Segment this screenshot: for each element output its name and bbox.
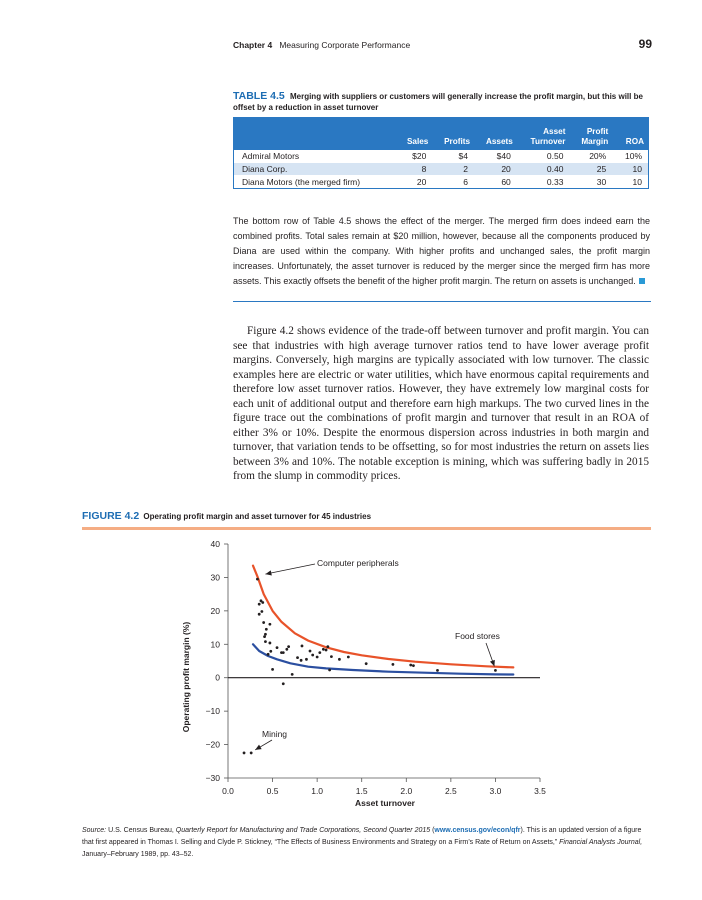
- data-point: [296, 656, 299, 659]
- data-point: [330, 655, 333, 658]
- data-point: [328, 669, 331, 672]
- chapter-title: Measuring Corporate Performance: [279, 40, 411, 50]
- data-point: [409, 664, 412, 667]
- table-cell: 2: [432, 163, 474, 176]
- x-tick-label: 3.0: [489, 786, 502, 796]
- table-column-header: Assets: [474, 117, 517, 150]
- table-cell: 30: [569, 175, 612, 188]
- table-column-header: Sales: [396, 117, 432, 150]
- table-cell: 10%: [624, 151, 642, 162]
- data-point: [412, 664, 415, 667]
- annotation-mining: Mining: [262, 729, 288, 739]
- data-point: [494, 669, 497, 672]
- annotation-computer-peripherals: Computer peripherals: [317, 558, 399, 568]
- table-cell: Diana Corp.: [234, 163, 397, 176]
- table-caption: [233, 91, 653, 113]
- data-point: [309, 650, 312, 653]
- table-caption-text: Merging with suppliers or customers will generally increase the profit margin, but this will be offset by a reduction in asset turnover: [233, 92, 643, 112]
- annotation-food-stores: Food stores: [455, 631, 500, 641]
- y-tick-label: 0: [215, 672, 220, 683]
- x-tick-label: 2.5: [444, 786, 457, 796]
- data-point: [243, 752, 246, 755]
- table-column-header: Profit Margin: [569, 117, 612, 150]
- data-point: [300, 659, 303, 662]
- data-point: [264, 640, 267, 643]
- box-paragraph: [233, 214, 650, 289]
- figure-caption: [82, 510, 371, 522]
- table-column-header: Asset Turnover: [517, 117, 570, 150]
- data-point: [305, 658, 308, 661]
- mining-point: [250, 752, 253, 755]
- x-tick-label: 1.0: [311, 786, 324, 796]
- data-point: [285, 648, 288, 651]
- data-point: [311, 654, 314, 657]
- data-point: [282, 682, 285, 685]
- source-note: Source: U.S. Census Bureau, Quarterly Report for Manufacturing and Trade Corporations, Second Quarter 2015 (www.census.gov/econ/qfr). This is an updated version of a figure that first appeared in Thomas I. Selling and Clyde P. Stickney, “The Effects of Business Environments and Strategy on a Firm’s Rate of Return on Assets,” Financial Analysts Journal, January–February 1989, pp. 43–52.: [82, 827, 643, 858]
- end-square-icon: [639, 278, 645, 284]
- y-tick-label: −30: [205, 773, 220, 783]
- data-point: [291, 673, 294, 676]
- table-cell: 10: [612, 175, 648, 188]
- chapter-label: Chapter 4: [233, 40, 273, 50]
- data-point: [268, 642, 271, 645]
- data-point: [326, 645, 329, 648]
- table-cell: 6: [432, 175, 474, 188]
- running-header: [233, 40, 410, 50]
- source-url-link[interactable]: www.census.gov/econ/qfr: [434, 827, 521, 834]
- x-tick-label: 0.5: [266, 786, 279, 796]
- table-cell: 20: [396, 175, 432, 188]
- body-paragraph: Figure 4.2 shows evidence of the trade-off between turnover and profit margin. You can see that industries with high average turnover ratios tend to have lower average profit margins. Conversely, high margins are typically associated with low turnover. The classic examples here are electric or water utilities, which have enormous capital requirements and therefore low asset turnover ratios. However, they have extremely low marginal costs for each unit of additional output and therefore earn high markups. The two curved lines in the figure trace out the combinations of profit margin and turnover that result in an ROA of either 3% or 10%. Despite the enormous dispersion across industries in both margin and turnover, that variation tends to be offsetting, so for most industries the return on assets lies between 3% and 10%. The notable exception is mining, which was suffering badly in 2015 from the slump in commodity prices.: [233, 325, 649, 482]
- table-cell: 25: [569, 163, 612, 176]
- table-cell: 10: [612, 163, 648, 176]
- data-point: [392, 663, 395, 666]
- table-row: [234, 150, 649, 163]
- data-point: [260, 610, 263, 613]
- data-point: [365, 662, 368, 665]
- table-row: [234, 175, 649, 188]
- table-column-header: [234, 117, 397, 150]
- table-body: [234, 150, 649, 189]
- y-tick-label: 20: [210, 605, 220, 616]
- source-text-2: ). This is an updated version of a figure that first appeared in Thomas I. Selling and Clyde P. Stickney, “The Effects of Business Environments and Strategy on a Firm’s Rate of Return on Assets,”: [82, 827, 642, 846]
- data-point: [265, 628, 268, 631]
- source-text-3: January–February 1989, pp. 43–52.: [82, 851, 194, 858]
- mining-arrowhead: [255, 745, 261, 750]
- y-tick-label: −10: [205, 706, 220, 717]
- data-point: [258, 613, 261, 616]
- roa-10-curve: [253, 566, 513, 668]
- data-table: [233, 117, 649, 189]
- computer-peripherals-arrowhead: [265, 570, 271, 575]
- computer-peripherals-arrow-line: [265, 564, 315, 574]
- table-cell: 8: [396, 163, 432, 176]
- data-point: [268, 623, 271, 626]
- table-cell: 20%: [589, 151, 607, 162]
- source-journal: Financial Analysts Journal,: [559, 839, 643, 846]
- y-tick-label: 10: [210, 639, 220, 650]
- table-cell: $40: [496, 151, 511, 162]
- table-header-row: [234, 117, 649, 150]
- x-axis-label: Asset turnover: [355, 798, 415, 808]
- data-point: [316, 656, 319, 659]
- box-paragraph-text: The bottom row of Table 4.5 shows the effect of the merger. The merged firm does indeed earn the combined profits. Total sales remain at $20 million, however, because all the components produced by Diana are used within the company. With higher profits and unchanged sales, the profit margin increases. Unfortunately, the asset turnover is reduced by the merger since the merged firm has more assets. This exactly offsets the benefit of the higher profit margin. The return on assets is unchanged.: [233, 216, 650, 287]
- table-column-header: ROA: [612, 117, 648, 150]
- source-text-1: U.S. Census Bureau,: [108, 827, 174, 834]
- divider: [233, 301, 651, 302]
- table-row: [234, 163, 649, 176]
- data-point: [322, 648, 325, 651]
- data-point: [262, 621, 265, 624]
- table-cell: $4: [458, 151, 469, 162]
- table-cell: 0.40: [517, 163, 570, 176]
- data-point: [271, 668, 274, 671]
- data-point: [436, 669, 439, 672]
- data-point: [256, 578, 259, 581]
- table-cell: Admiral Motors: [242, 151, 300, 162]
- table-cell: 60: [474, 175, 517, 188]
- scatter-chart: [0, 530, 702, 825]
- table-cell: $20: [412, 151, 427, 162]
- table-cell: 0.50: [546, 151, 564, 162]
- y-tick-label: 40: [210, 539, 220, 549]
- data-point: [287, 645, 290, 648]
- data-point: [301, 645, 304, 648]
- y-tick-label: −20: [205, 739, 220, 750]
- data-point: [325, 649, 328, 652]
- table-column-header: Profits: [432, 117, 474, 150]
- roa-3-curve: [253, 644, 513, 674]
- data-point: [261, 601, 264, 604]
- page-number: 99: [638, 37, 652, 51]
- data-point: [282, 651, 285, 654]
- table-cell: Diana Motors (the merged firm): [234, 175, 397, 188]
- y-tick-label: 30: [210, 572, 220, 583]
- data-point: [269, 650, 272, 653]
- table-number: TABLE 4.5: [233, 90, 285, 102]
- source-label: Source:: [82, 827, 107, 834]
- x-tick-label: 2.0: [400, 786, 413, 796]
- data-point: [347, 656, 350, 659]
- table-cell: 0.33: [517, 175, 570, 188]
- table-cell: 20: [474, 163, 517, 176]
- figure-caption-text: Operating profit margin and asset turnover for 45 industries: [143, 512, 372, 521]
- x-tick-label: 3.5: [534, 786, 546, 796]
- source-report-title: Quarterly Report for Manufacturing and Trade Corporations, Second Quarter 2015: [175, 827, 431, 834]
- data-point: [338, 658, 341, 661]
- x-tick-label: 0.0: [222, 786, 234, 796]
- data-point: [263, 635, 266, 638]
- data-point: [276, 646, 279, 649]
- data-point: [267, 653, 270, 656]
- data-point: [318, 651, 321, 654]
- y-axis-label: Operating profit margin (%): [181, 621, 191, 733]
- data-point: [258, 603, 261, 606]
- figure-number: FIGURE 4.2: [82, 510, 140, 522]
- x-tick-label: 1.5: [355, 786, 368, 796]
